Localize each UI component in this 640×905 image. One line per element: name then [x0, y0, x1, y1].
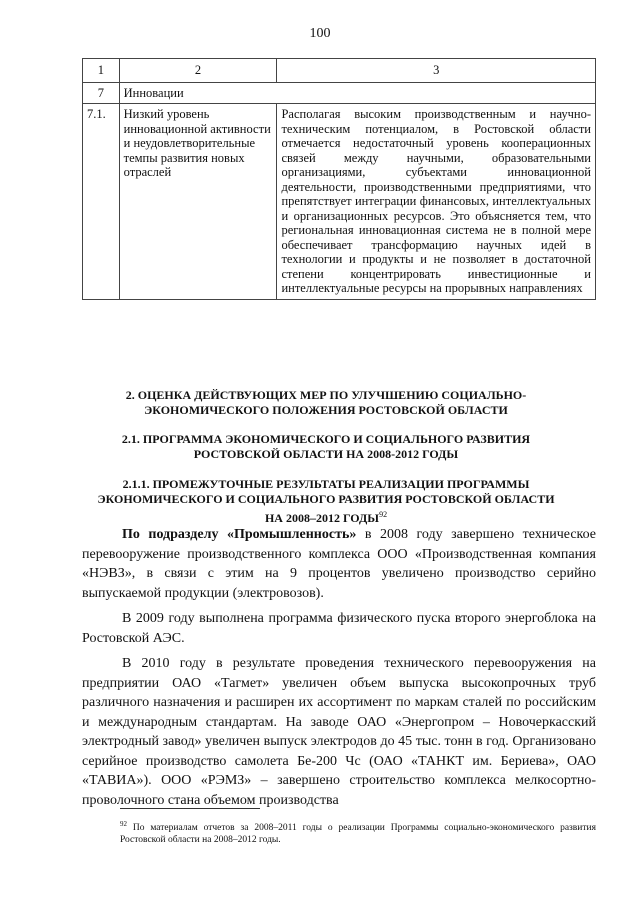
table-header-row — [83, 59, 596, 83]
body-text — [82, 525, 596, 816]
paragraph-1-text: в 2008 году завершено техническое перевооружение производственного комплекса ООО «Производственная компания «НЭВЗ», в связи с этим на 9 процентов увеличено производство серийно выпускаемой продукции (электровозов). — [82, 527, 597, 601]
header-cell-1: 1 — [83, 59, 120, 83]
footnote-mark: 92 — [120, 820, 127, 828]
row-number: 7.1. — [83, 104, 120, 300]
footnote-reference: 92 — [379, 510, 388, 519]
footnote-divider — [120, 808, 260, 809]
row-description-cell — [277, 104, 596, 300]
paragraph-1 — [82, 525, 596, 603]
section-heading-2-1: 2.1. ПРОГРАММА ЭКОНОМИЧЕСКОГО И СОЦИАЛЬНОГО РАЗВИТИЯ РОСТОВСКОЙ ОБЛАСТИ НА 2008-2012 ГОДЫ — [121, 432, 531, 461]
paragraph-2: В 2009 году выполнена программа физического пуска второго энергоблока на Ростовской АЭС. — [82, 611, 596, 646]
problems-table — [82, 58, 596, 300]
section-heading-2: 2. ОЦЕНКА ДЕЙСТВУЮЩИХ МЕР ПО УЛУЧШЕНИЮ СОЦИАЛЬНО-ЭКОНОМИЧЕСКОГО ПОЛОЖЕНИЯ РОСТОВСКОЙ ОБЛАСТИ — [125, 388, 527, 417]
row-description: Располагая высоким производственным и научно-техническим потенциалом, в Ростовской области отмечается недостаточный уровень кооперационных связей между научными, образовательными организациями, субъектами инновационной деятельности, производственными предприятиями, что препятствует интеграции финансовых, интеллектуальных и организационных ресурсов. Это объясняется тем, что региональная инновационная система не в полной мере обеспечивает трансформацию научных идей в технологии и продукты и не позволяет в достаточной степени концентрировать инвестиционные и интеллектуальные ресурсы на прорывных направлениях — [281, 107, 591, 295]
section-heading-2-1-1 — [96, 477, 556, 526]
paragraph-3: В 2010 году в результате проведения технического перевооружения на предприятии ОАО «Тагмет» увеличен объем выпуска высокопрочных труб различного назначения и расширен их ассортимент по маркам сталей по российским и международным стандартам. На заводе ОАО «Энергопром – Новочеркасский электродный завод» увеличен выпуск электродов до 45 тыс. тонн в год. Организовано серийное производство самолета Бе-200 Чс (ОАО «ТАНКТ им. Бериева», ОАО «ТАВИА»). ООО «РЭМЗ» – завершено строительство комплекса мелкосортно-проволочного стана объемом производства — [82, 656, 596, 808]
table-row — [83, 104, 596, 300]
footnote — [120, 818, 596, 846]
section-number: 7 — [83, 82, 120, 104]
footnote-text: По материалам отчетов за 2008–2011 годы о реализации Программы социально-экономического развития Ростовской области на 2008–2012 годы. — [120, 823, 596, 846]
section-title: Инновации — [119, 82, 595, 104]
row-problem: Низкий уровень инновационной активности и неудовлетворительные темпы развития новых отраслей — [119, 104, 277, 300]
header-cell-3: 3 — [277, 59, 596, 83]
subsection-label: По подразделу «Промышленность» — [122, 527, 357, 542]
heading-text: 2.1.1. ПРОМЕЖУТОЧНЫЕ РЕЗУЛЬТАТЫ РЕАЛИЗАЦИИ ПРОГРАММЫ ЭКОНОМИЧЕСКОГО И СОЦИАЛЬНОГО РАЗВИТИЯ РОСТОВСКОЙ ОБЛАСТИ НА 2008–2012 ГОДЫ — [97, 477, 555, 525]
header-cell-2: 2 — [119, 59, 277, 83]
page-number: 100 — [309, 26, 331, 41]
table-section-row — [83, 82, 596, 104]
